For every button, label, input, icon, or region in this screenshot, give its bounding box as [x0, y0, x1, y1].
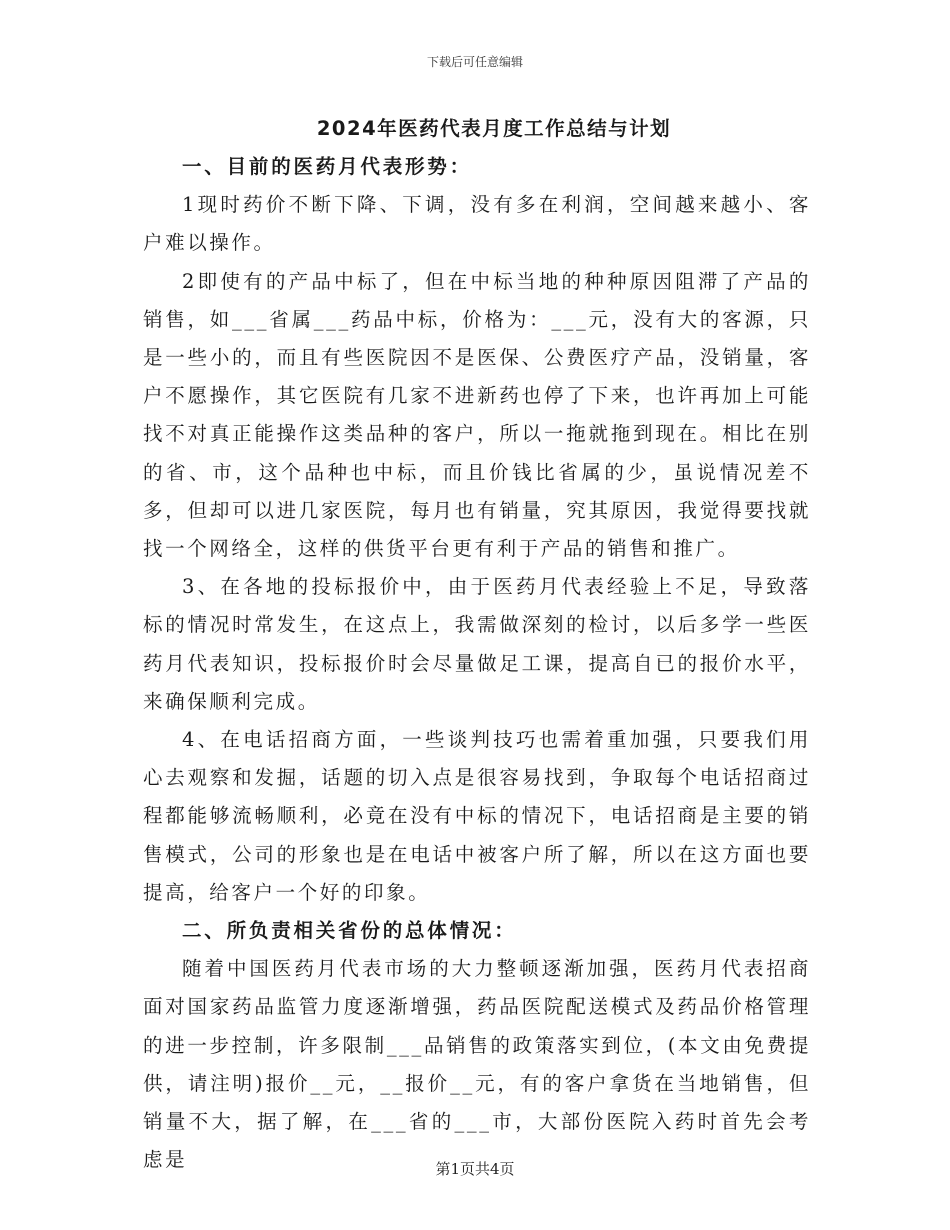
paragraph: 2即使有的产品中标了，但在中标当地的种种原因阻滞了产品的销售，如___省属___药品中标，价格为：___元，没有大的客源，只是一些小的，而且有些医院因不是医保、公费医疗产品，没销量，客户不愿操作，其它医院有几家不进新药也停了下来，也许再加上可能找不对真正能操作这类品种的客户，所以一拖就拖到现在。相比在别的省、市，这个品种也中标，而且价钱比省属的少，虽说情况差不多，但却可以进几家医院，每月也有销量，究其原因，我觉得要找就找一个网络全，这样的供货平台更有利于产品的销售和推广。: [143, 269, 811, 561]
paragraph: 3、在各地的投标报价中，由于医药月代表经验上不足，导致落标的情况时常发生，在这点上，我需做深刻的检讨，以后多学一些医药月代表知识，投标报价时会尽量做足工课，提高自已的报价水平，来确保顺利完成。: [143, 575, 811, 713]
section-heading-2: 二、所负责相关省份的总体情况：: [182, 919, 517, 943]
paragraph: 随着中国医药月代表市场的大力整顿逐渐加强，医药月代表招商面对国家药品监管力度逐渐增强，药品医院配送模式及药品价格管理的进一步控制，许多限制___品销售的政策落实到位，(本文由免费提供，请注明)报价__元，__报价__元，有的客户拿货在当地销售，但销量不大，据了解，在___省的___市，大部份医院入药时首先会考虑是: [143, 957, 811, 1172]
document-title: 2024年医药代表月度工作总结与计划: [316, 117, 672, 140]
page-number: 第1页共4页: [435, 1160, 515, 1178]
paragraph: 1现时药价不断下降、下调，没有多在利润，空间越来越小、客户难以操作。: [143, 193, 811, 255]
paragraph: 4、在电话招商方面，一些谈判技巧也需着重加强，只要我们用心去观察和发掘，话题的切入点是很容易找到，争取每个电话招商过程都能够流畅顺利，必竟在没有中标的情况下，电话招商是主要的销售模式，公司的形象也是在电话中被客户所了解，所以在这方面也要提高，给客户一个好的印象。: [143, 728, 811, 904]
document-body: [143, 110, 811, 1179]
section-heading-1: 一、目前的医药月代表形势：: [182, 155, 472, 178]
page-header: 下载后可任意编辑: [426, 55, 523, 69]
